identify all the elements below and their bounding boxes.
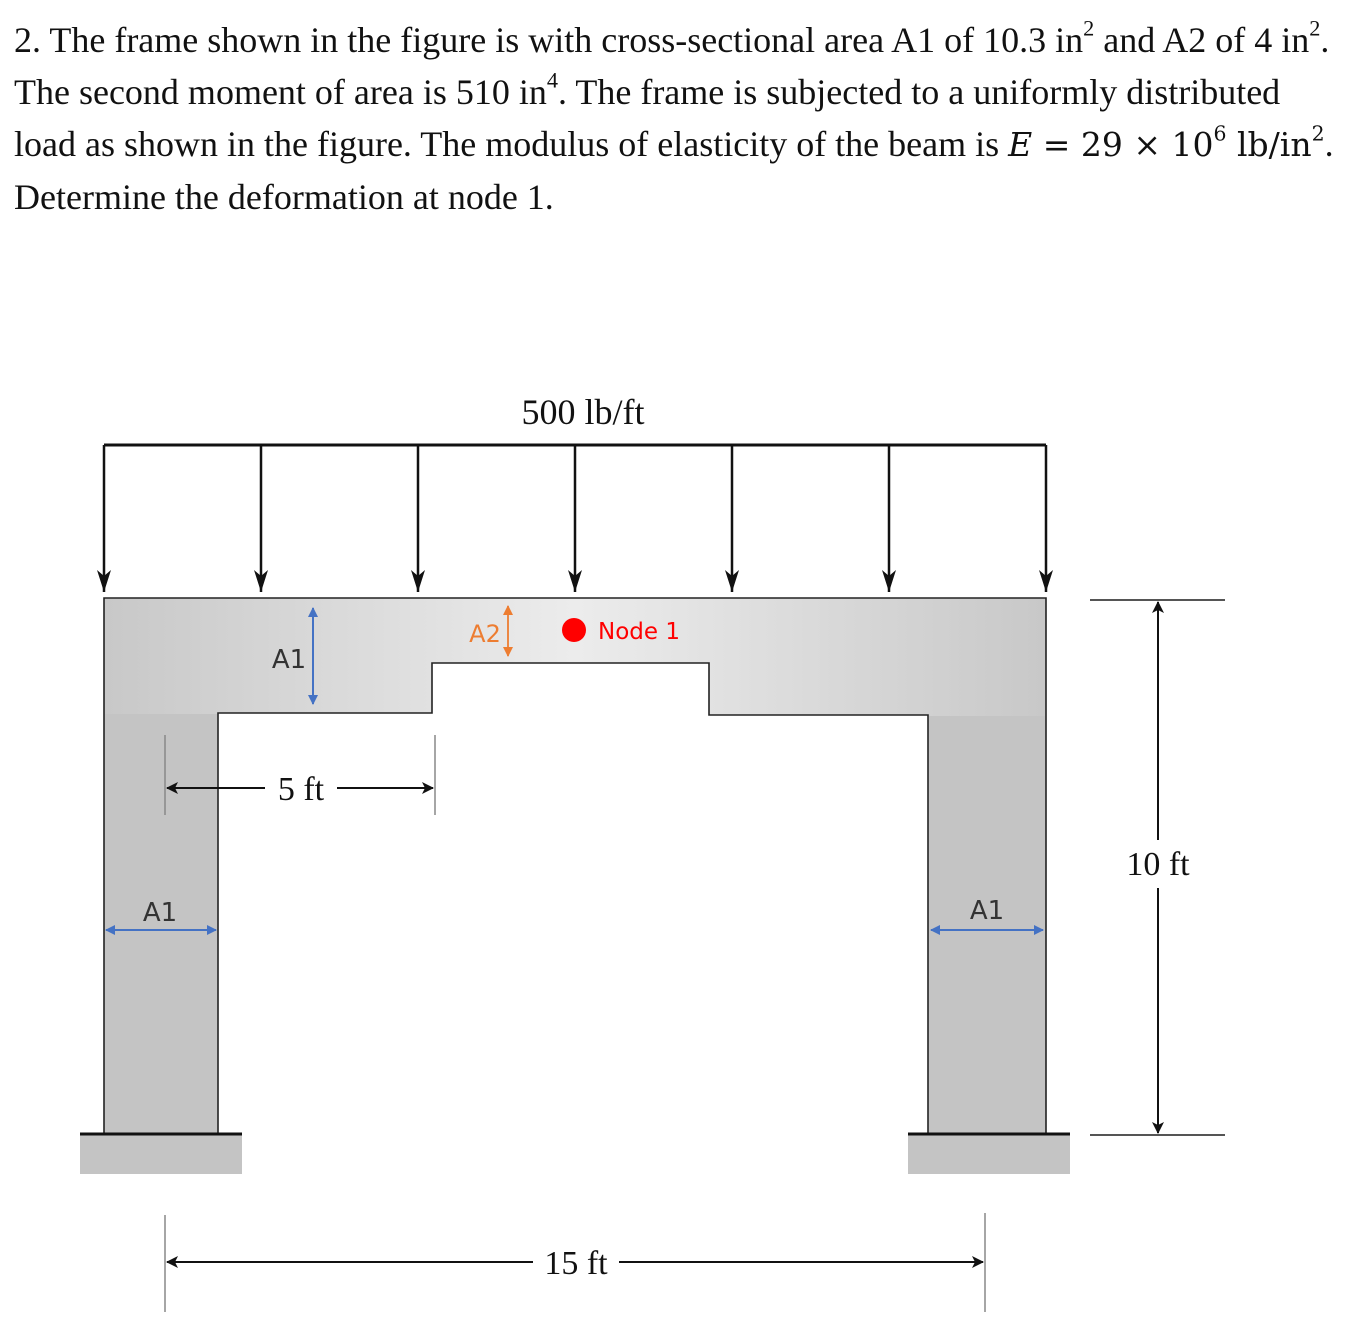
problem-load-text: . The frame is subjected to a uniformly distributed load as shown in the figure. The modulus of elasticity of the beam is: [14, 72, 1281, 164]
right-support: [908, 1134, 1070, 1174]
node-label: Node 1: [598, 619, 680, 645]
load-label: 500 lb/ft: [521, 392, 645, 432]
a2-label: A2: [469, 620, 501, 648]
dimension-15ft: [165, 1213, 985, 1312]
dim-15ft-label: 15 ft: [544, 1245, 608, 1282]
equals-sign: =: [1032, 125, 1081, 164]
frame-body: [104, 598, 1046, 1135]
superscript-4: 4: [546, 67, 559, 93]
problem-question: Determine the deformation at node 1.: [14, 177, 554, 217]
period: .: [1324, 124, 1334, 164]
dim-5ft-label: 5 ft: [277, 771, 325, 808]
problem-number: 2.: [14, 20, 41, 60]
dimension-10ft: [1090, 600, 1225, 1135]
e-units: lb/in: [1226, 125, 1312, 164]
e-units-exponent: 2: [1311, 121, 1325, 146]
e-exponent: 6: [1213, 121, 1227, 146]
problem-intro: The frame shown in the figure is with cross-sectional area A1 of 10.3 in: [49, 20, 1084, 60]
e-symbol: E: [1008, 125, 1033, 164]
left-support: [80, 1134, 242, 1174]
superscript-2b: 2: [1309, 15, 1321, 41]
distributed-load: [104, 392, 1046, 592]
e-value: 29 × 10: [1080, 125, 1214, 164]
a1-beam-label: A1: [271, 645, 307, 675]
dim-10ft-label: 10 ft: [1126, 846, 1190, 883]
problem-a2: and A2 of 4 in: [1094, 20, 1310, 60]
node-marker: [562, 618, 586, 642]
superscript-2: 2: [1083, 15, 1095, 41]
a1-left-label: A1: [142, 898, 178, 928]
a1-right-label: A1: [969, 896, 1005, 926]
problem-second-moment: . The second moment of area is 510 in: [14, 20, 1330, 112]
